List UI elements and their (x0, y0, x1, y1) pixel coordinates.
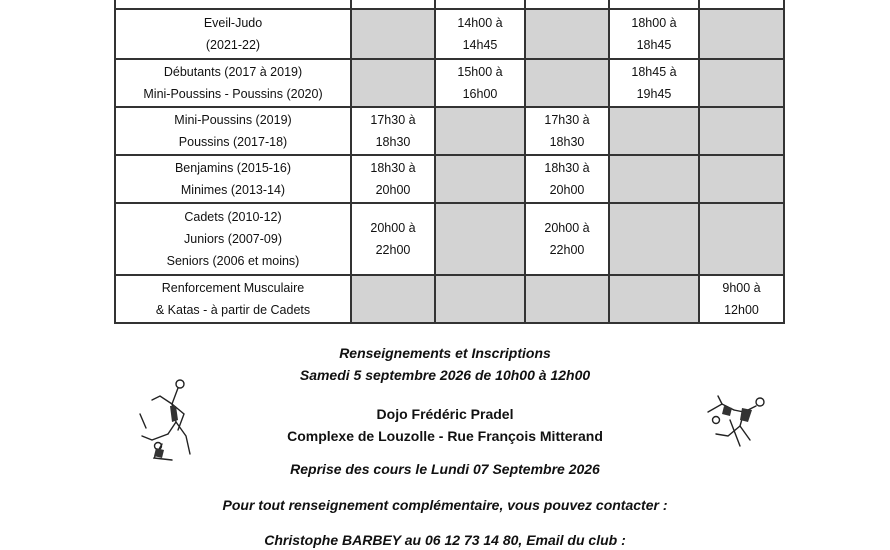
time-slot-line: 20h00 à (544, 221, 590, 235)
empty-slot-cell (609, 107, 699, 155)
empty-slot-cell (525, 59, 609, 107)
time-slot-line: 18h30 à (370, 161, 416, 175)
empty-slot-cell (351, 9, 435, 59)
time-slot-line: 20h00 (549, 183, 585, 197)
time-slot-line: 14h00 à (457, 16, 503, 30)
time-slot-cell (351, 203, 435, 275)
time-slot-cell (609, 59, 699, 107)
schedule-table (114, 0, 785, 324)
reprise-date: Reprise des cours le Lundi 07 Septembre 2026 (290, 461, 600, 477)
group-cell (115, 107, 351, 155)
contact-intro: Pour tout renseignement complémentaire, vous pouvez contacter : (222, 497, 668, 513)
time-slot-cell (351, 107, 435, 155)
time-slot-cell (609, 9, 699, 59)
group-label-line: Poussins (2017-18) (178, 135, 288, 149)
time-slot-line: 14h45 (462, 38, 498, 52)
table-header-row (115, 0, 784, 9)
empty-slot-cell (699, 155, 784, 203)
group-label-line: Seniors (2006 et moins) (166, 254, 300, 268)
time-slot-line: 20h00 (375, 183, 411, 197)
group-label-line: Mini-Poussins - Poussins (2020) (143, 87, 323, 101)
contact-line: Christophe BARBEY au 06 12 73 14 80, Email du club : (264, 532, 626, 548)
time-slot-cell (699, 275, 784, 323)
time-slot-cell (435, 59, 525, 107)
group-cell (115, 203, 351, 275)
time-slot-cell (435, 9, 525, 59)
time-slot-line: 19h45 (636, 87, 672, 101)
empty-slot-cell (351, 275, 435, 323)
renseignements-date: Samedi 5 septembre 2026 de 10h00 à 12h00 (299, 367, 591, 383)
table-row (115, 59, 784, 107)
empty-slot-cell (351, 59, 435, 107)
empty-slot-cell (525, 275, 609, 323)
time-slot-line: 18h00 à (631, 16, 677, 30)
time-slot-line: 22h00 (549, 243, 585, 257)
empty-slot-cell (609, 155, 699, 203)
empty-slot-cell (699, 59, 784, 107)
time-slot-cell (525, 203, 609, 275)
dojo-address: Complexe de Louzolle - Rue François Mitterand (287, 428, 603, 444)
dojo-name: Dojo Frédéric Pradel (376, 406, 514, 422)
empty-slot-cell (525, 9, 609, 59)
empty-slot-cell (609, 203, 699, 275)
time-slot-line: 17h30 à (370, 113, 416, 127)
table-row (115, 9, 784, 59)
group-cell (115, 155, 351, 203)
time-slot-line: 17h30 à (544, 113, 590, 127)
table-row (115, 107, 784, 155)
empty-slot-cell (435, 155, 525, 203)
group-cell (115, 275, 351, 323)
table-row (115, 155, 784, 203)
time-slot-line: 15h00 à (457, 65, 503, 79)
time-slot-cell (351, 155, 435, 203)
time-slot-cell (525, 107, 609, 155)
time-slot-line: 18h30 à (544, 161, 590, 175)
group-label-line: Renforcement Musculaire (161, 281, 305, 295)
empty-slot-cell (699, 9, 784, 59)
group-label-line: Benjamins (2015-16) (174, 161, 292, 175)
group-label-line: Juniors (2007-09) (184, 232, 282, 246)
time-slot-line: 20h00 à (370, 221, 416, 235)
judoka-right-illustration (700, 390, 778, 450)
empty-slot-cell (435, 275, 525, 323)
time-slot-cell (525, 155, 609, 203)
renseignements-title: Renseignements et Inscriptions (339, 345, 551, 361)
group-cell (115, 59, 351, 107)
time-slot-line: 18h45 (636, 38, 672, 52)
empty-slot-cell (609, 275, 699, 323)
group-label-line: & Katas - à partir de Cadets (155, 303, 311, 317)
empty-slot-cell (435, 203, 525, 275)
group-label-line: Débutants (2017 à 2019) (163, 65, 303, 79)
group-cell (115, 9, 351, 59)
group-label-line: Minimes (2013-14) (180, 183, 286, 197)
empty-slot-cell (435, 107, 525, 155)
group-label-line: (2021-22) (205, 38, 261, 52)
group-label-line: Eveil-Judo (203, 16, 263, 30)
empty-slot-cell (699, 107, 784, 155)
group-label-line: Cadets (2010-12) (184, 210, 282, 224)
time-slot-line: 18h30 (375, 135, 411, 149)
judoka-left-illustration (132, 374, 204, 464)
time-slot-line: 9h00 à (722, 281, 761, 295)
time-slot-line: 16h00 (462, 87, 498, 101)
table-row (115, 203, 784, 275)
group-label-line: Mini-Poussins (2019) (174, 113, 292, 127)
time-slot-line: 22h00 (375, 243, 411, 257)
time-slot-line: 12h00 (724, 303, 759, 317)
empty-slot-cell (699, 203, 784, 275)
table-row (115, 275, 784, 323)
time-slot-line: 18h30 (549, 135, 585, 149)
time-slot-line: 18h45 à (631, 65, 677, 79)
